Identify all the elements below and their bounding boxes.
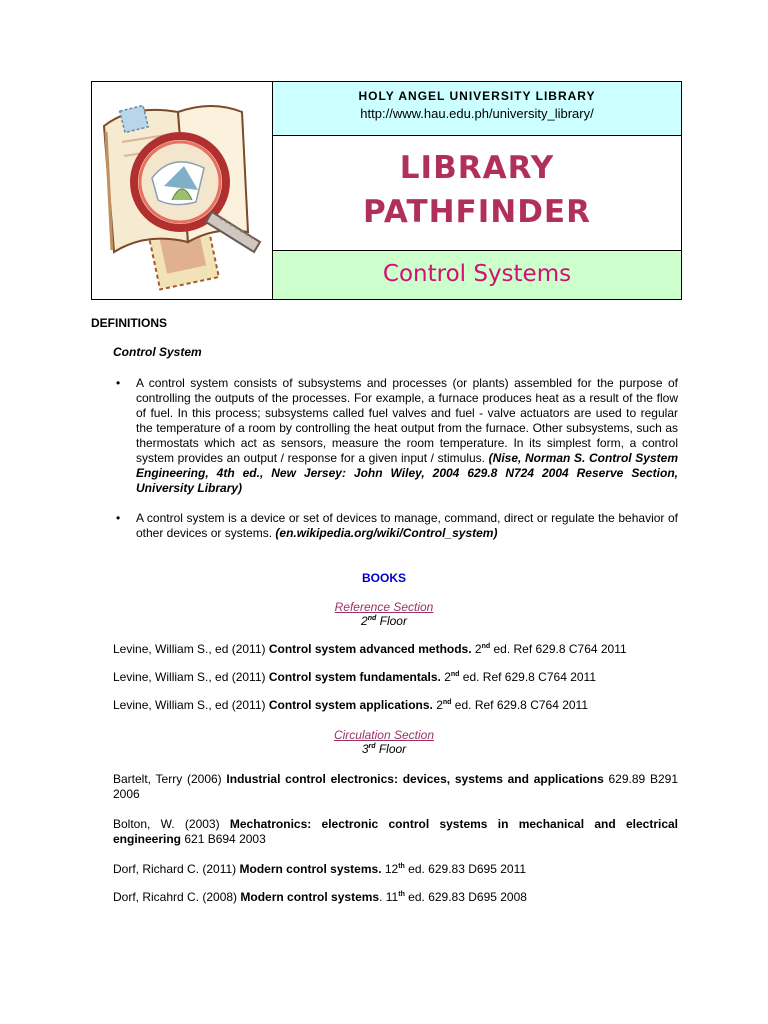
- control-system-subheading: Control System: [113, 345, 202, 359]
- circulation-section-link[interactable]: Circulation Section: [333, 728, 435, 742]
- definitions-heading: DEFINITIONS: [91, 316, 168, 330]
- library-name: HOLY ANGEL UNIVERSITY LIBRARY: [358, 89, 596, 103]
- books-heading: BOOKS: [361, 571, 406, 585]
- circulation-entry-4: Dorf, Ricahrd C. (2008) Modern control systems. 11th ed. 629.83 D695 2008: [113, 890, 527, 904]
- definition-1-text: A control system consists of subsystems and processes (or plants) assembled for the purpose of controlling the outputs of the processes. For example, a furnace produces heat as a result of the flow of fuel. In this process; subsystems called fuel valves and fuel - valve actuators are used to regular the temperature of a room by controlling the heat output from the furnace. Other subsystems, such as thermostats which act as sensors, measure the room temperature. In its simplest form, a control system provides an output / response for a given input / stimulus.: [136, 376, 678, 465]
- circulation-entry-1: Bartelt, Terry (2006) Industrial control electronics: devices, systems and applications 629.89 B291 2006: [113, 772, 678, 801]
- definition-2-citation: (en.wikipedia.org/wiki/Control_system): [275, 526, 498, 540]
- header-right-column: [273, 82, 681, 299]
- reference-entry-1: Levine, William S., ed (2011) Control system advanced methods. 2nd ed. Ref 629.8 C764 2011: [113, 642, 627, 656]
- definition-1-citation: (Nise, Norman S. Control System Engineering, 4th ed., New Jersey: John Wiley, 2004 629.8 N724 2004 Reserve Section, University Library): [136, 451, 678, 495]
- header-table: [91, 81, 682, 300]
- circulation-entry-3: Dorf, Richard C. (2011) Modern control systems. 12th ed. 629.83 D695 2011: [113, 862, 527, 876]
- definition-paragraph-2: [136, 511, 678, 541]
- logo-cell: [92, 82, 273, 299]
- library-url[interactable]: http://www.hau.edu.ph/university_library/: [360, 106, 594, 121]
- library-info-band: [273, 82, 681, 136]
- circulation-floor: 3rd Floor: [361, 742, 407, 756]
- topic-title: Control Systems: [382, 261, 572, 287]
- bullet-1: •: [116, 376, 121, 390]
- topic-band: [273, 251, 681, 299]
- definition-2-text: A control system is a device or set of devices to manage, command, direct or regulate the behavior of other devices or systems.: [136, 511, 678, 540]
- reference-entry-2: Levine, William S., ed (2011) Control system fundamentals. 2nd ed. Ref 629.8 C764 2011: [113, 670, 596, 684]
- reference-floor: 2nd Floor: [361, 614, 407, 628]
- title-line-2: PATHFINDER: [363, 194, 591, 230]
- reference-entry-3: Levine, William S., ed (2011) Control system applications. 2nd ed. Ref 629.8 C764 2011: [113, 698, 589, 712]
- definition-paragraph-1: [136, 376, 678, 496]
- bullet-2: •: [116, 511, 121, 525]
- title-line-1: LIBRARY: [399, 150, 555, 186]
- circulation-entry-2: Bolton, W. (2003) Mechatronics: electronic control systems in mechanical and electrical engineering 621 B694 2003: [113, 817, 678, 846]
- title-band: [273, 136, 681, 251]
- reference-section-link[interactable]: Reference Section: [334, 600, 434, 614]
- magnifier-book-icon: [92, 82, 270, 299]
